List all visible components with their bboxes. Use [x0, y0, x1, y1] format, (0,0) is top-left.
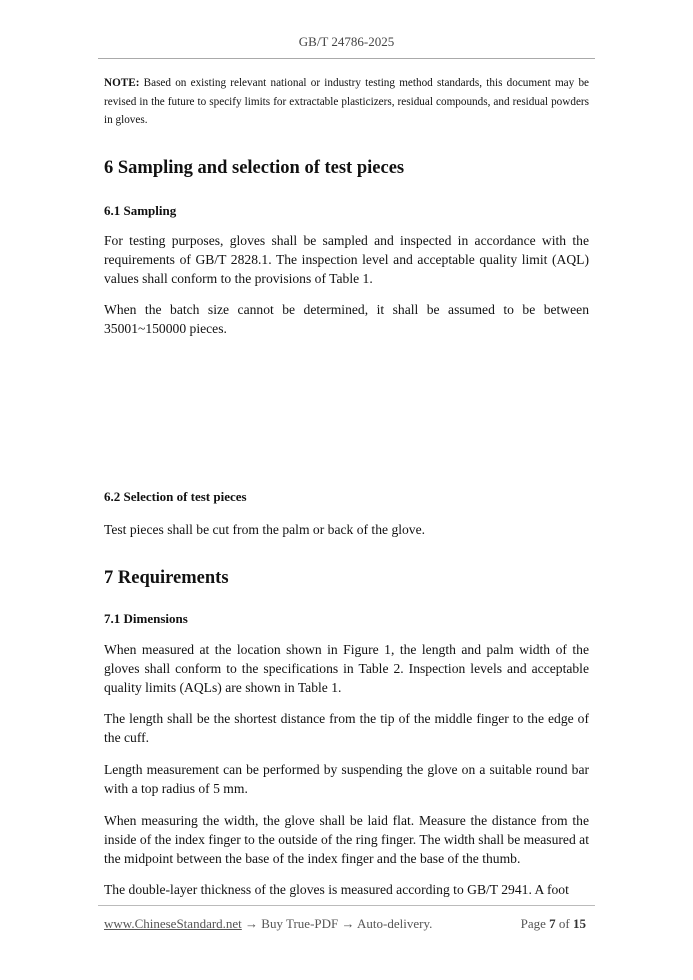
footer-promo-text: → Buy True-PDF → Auto-delivery. [241, 916, 433, 931]
page-label: Page [520, 916, 550, 931]
section-6-1-heading: 6.1 Sampling [104, 203, 177, 218]
note-label: NOTE: [104, 77, 140, 89]
page-number [521, 916, 586, 932]
section-7-1-paragraph-5: The double-layer thickness of the gloves is measured according to GB/T 2941. A foot [104, 882, 569, 897]
note-paragraph [104, 74, 589, 130]
section-7-1-paragraph-2: The length shall be the shortest distance from the tip of the middle finger to the edge of the cuff. [104, 711, 589, 745]
section-6-2-heading: 6.2 Selection of test pieces [104, 489, 247, 504]
section-6-2-paragraph-1: Test pieces shall be cut from the palm or back of the glove. [104, 522, 426, 537]
header-divider [98, 58, 595, 59]
page-footer [104, 916, 586, 932]
footer-promo [104, 916, 432, 932]
of-label: of [555, 916, 573, 931]
section-6-1-paragraph-1: For testing purposes, gloves shall be sampled and inspected in accordance with the requirements of GB/T 2828.1. The inspection level and acceptable quality limit (AQL) values shall conform to the provisions of Table 1. [104, 233, 589, 286]
document-header-id: GB/T 24786-2025 [298, 34, 395, 49]
section-7-1-paragraph-1: When measured at the location shown in Figure 1, the length and palm width of the gloves shall conform to the specifications in Table 2. Inspection levels and acceptable quality limits (AQLs) are shown in Table 1. [104, 642, 589, 695]
chinesestandard-link[interactable]: www.ChineseStandard.net [104, 916, 242, 931]
current-page: 7 [549, 916, 556, 931]
section-7-1-paragraph-4: When measuring the width, the glove shall be laid flat. Measure the distance from the inside of the index finger to the outside of the ring finger. The width shall be measured at the midpoint between the base of the index finger and the base of the thumb. [104, 813, 589, 866]
section-7-1-heading: 7.1 Dimensions [104, 611, 188, 626]
footer-divider [98, 905, 595, 906]
total-pages: 15 [573, 916, 586, 931]
section-7-1-paragraph-3: Length measurement can be performed by suspending the glove on a suitable round bar with a top radius of 5 mm. [104, 762, 589, 796]
section-6-heading: 6 Sampling and selection of test pieces [104, 158, 405, 178]
note-text: Based on existing relevant national or industry testing method standards, this document may be revised in the future to specify limits for extractable plasticizers, residual compounds, and residual powders in gloves. [104, 77, 589, 126]
section-6-1-paragraph-2: When the batch size cannot be determined, it shall be assumed to be between 35001~150000 pieces. [104, 302, 589, 336]
section-7-heading: 7 Requirements [104, 568, 229, 588]
